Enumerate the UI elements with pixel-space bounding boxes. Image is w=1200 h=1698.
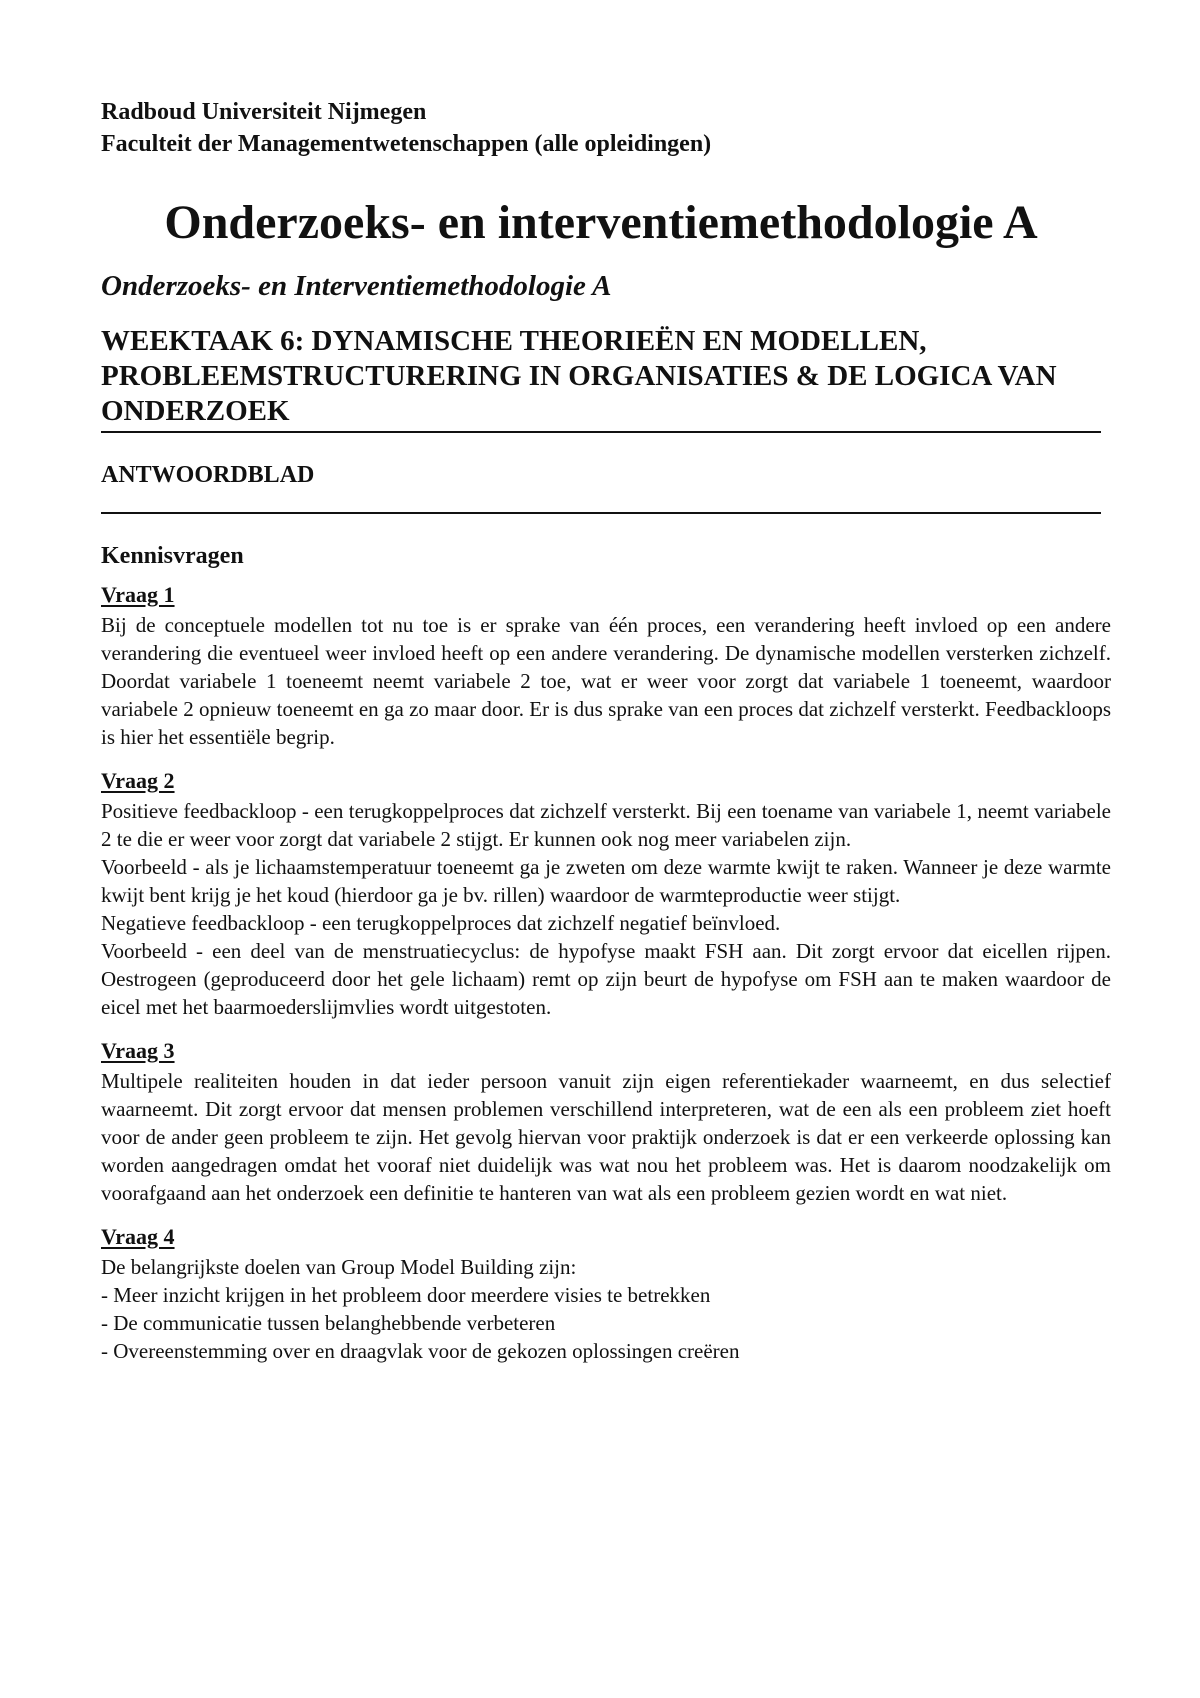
answer-paragraph: Multipele realiteiten houden in dat ieder persoon vanuit zijn eigen referentiekader waarneemt, en dus selectief waarneemt. Dit zorgt ervoor dat mensen problemen verschillend interpreteren, wat de een als een probleem ziet hoeft voor de ander geen probleem te zijn. Het gevolg hiervan voor praktijk onderzoek is dat er een verkeerde oplossing kan worden aangedragen omdat het vooraf niet duidelijk was wat nou het probleem was. Het is daarom noodzakelijk om voorafgaand aan het onderzoek een definitie te hanteren van wat als een probleem gezien wordt en wat niet.: [101, 1069, 1111, 1205]
answer-paragraph: Voorbeeld - een deel van de menstruatiecyclus: de hypofyse maakt FSH aan. Dit zorgt ervoor dat eicellen rijpen. Oestrogeen (geproduceerd door het gele lichaam) remt op zijn beurt de hypofyse om FSH aan te maken waardoor de eicel met het baarmoederslijmvlies wordt uitgestoten.: [101, 939, 1111, 1019]
list-item: - Meer inzicht krijgen in het probleem door meerdere visies te betrekken: [101, 1283, 711, 1307]
faculty-name: Faculteit der Managementwetenschappen (alle opleidingen): [101, 131, 712, 157]
answer-paragraph: De belangrijkste doelen van Group Model Building zijn:: [101, 1255, 577, 1279]
answer-paragraph: Negatieve feedbackloop - een terugkoppelproces dat zichzelf negatief beïnvloed.: [101, 911, 781, 935]
question-title: Vraag 3: [101, 1038, 175, 1063]
divider-top: [101, 431, 1101, 433]
question-answer: [101, 611, 1111, 751]
week-assignment-title: WEEKTAAK 6: DYNAMISCHE THEORIEËN EN MODELLEN, PROBLEEMSTRUCTURERING IN ORGANISATIES & DE LOGICA VAN ONDERZOEK: [101, 325, 1057, 427]
question-answer: [101, 1067, 1111, 1207]
question-3: [101, 1037, 1111, 1207]
document-subtitle: Onderzoeks- en Interventiemethodologie A: [101, 270, 612, 302]
question-title: Vraag 4: [101, 1224, 175, 1249]
divider-bottom: [101, 512, 1101, 514]
list-item: - De communicatie tussen belanghebbende verbeteren: [101, 1311, 556, 1335]
answer-paragraph: Voorbeeld - als je lichaamstemperatuur toeneemt ga je zweten om deze warmte kwijt te raken. Wanneer je deze warmte kwijt bent krijg je het koud (hierdoor ga je bv. rillen) waardoor de warmteproductie weer stijgt.: [101, 855, 1111, 907]
list-item: - Overeenstemming over en draagvlak voor de gekozen oplossingen creëren: [101, 1339, 740, 1363]
question-1: [101, 581, 1111, 751]
answer-paragraph: Bij de conceptuele modellen tot nu toe is er sprake van één proces, een verandering heeft invloed op een andere verandering die eventueel weer invloed heeft op een andere verandering. De dynamische modellen versterken zichzelf. Doordat variabele 1 toeneemt neemt variabele 2 toe, wat er weer voor zorgt dat variabele 1 toeneemt, waardoor variabele 2 opnieuw toeneemt en ga zo maar door. Er is dus sprake van een proces dat zichzelf versterkt. Feedbackloops is hier het essentiële begrip.: [101, 613, 1111, 749]
question-title: Vraag 2: [101, 768, 175, 793]
section-heading: Kennisvragen: [101, 543, 244, 569]
answer-sheet-label: ANTWOORDBLAD: [101, 462, 315, 488]
question-answer: [101, 797, 1111, 1021]
document-title: Onderzoeks- en interventiemethodologie A: [164, 196, 1038, 249]
question-title: Vraag 1: [101, 582, 175, 607]
answer-paragraph: Positieve feedbackloop - een terugkoppelproces dat zichzelf versterkt. Bij een toename van variabele 1, neemt variabele 2 te die er weer voor zorgt dat variabele 2 stijgt. Er kunnen ook nog meer variabelen zijn.: [101, 799, 1111, 851]
question-2: [101, 767, 1111, 1021]
document-page: [101, 96, 1111, 1365]
university-name: Radboud Universiteit Nijmegen: [101, 99, 427, 125]
question-answer: [101, 1253, 1111, 1365]
question-4: [101, 1223, 1111, 1365]
